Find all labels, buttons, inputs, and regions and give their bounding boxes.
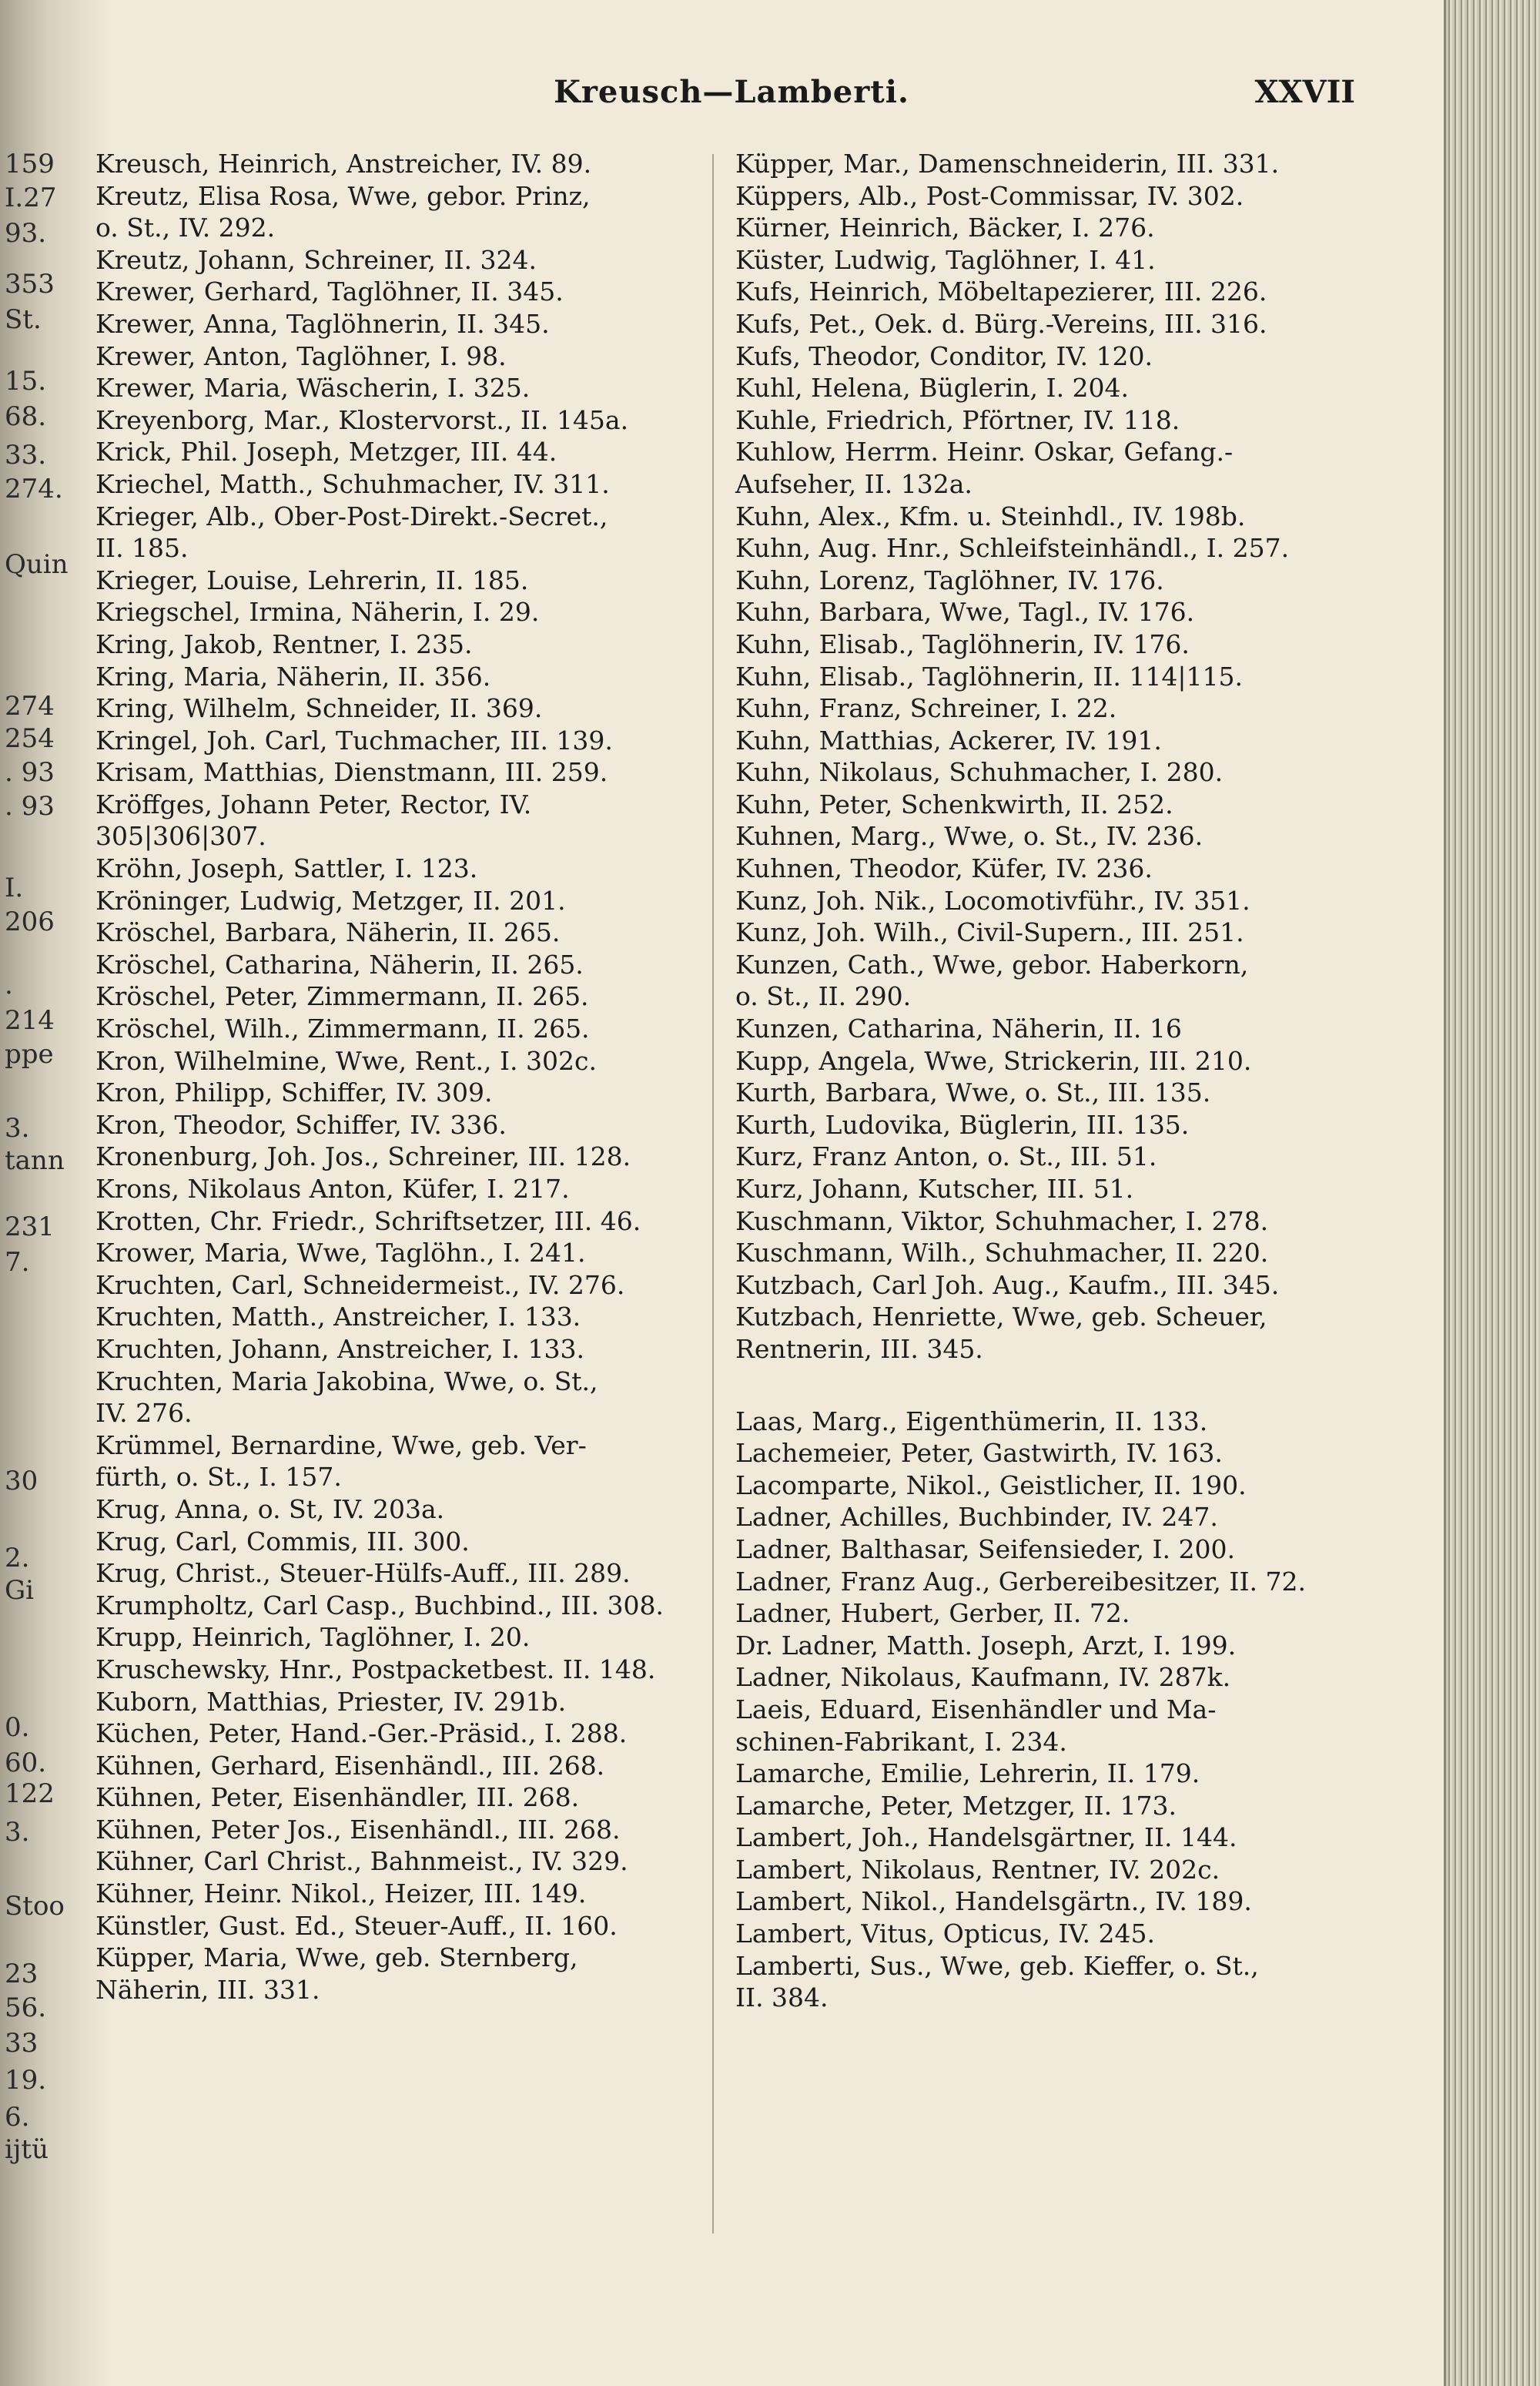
facing-page-fragment: Gi	[5, 1575, 35, 1606]
entry-line: Kuhn, Peter, Schenkwirth, II. 252.	[735, 789, 1173, 819]
entry-line: Küster, Ludwig, Taglöhner, I. 41.	[735, 244, 1156, 275]
entry-line: II. 185.	[95, 533, 189, 564]
facing-page-fragment: I.	[5, 873, 24, 903]
facing-page-fragment: 353	[5, 269, 55, 300]
directory-entry	[95, 885, 704, 917]
entry-line: Lachemeier, Peter, Gastwirth, IV. 163.	[735, 1438, 1223, 1469]
entry-line: Kufs, Heinrich, Möbeltapezierer, III. 226.	[735, 276, 1267, 307]
entry-line: Kruchten, Maria Jakobina, Wwe, o. St.,	[95, 1366, 598, 1396]
directory-entry	[735, 1141, 1344, 1173]
directory-entry	[95, 1205, 704, 1238]
directory-entry	[95, 276, 704, 308]
entry-line: Kufs, Theodor, Conditor, IV. 120.	[735, 340, 1153, 371]
entry-line: Kuhl, Helena, Büglerin, I. 204.	[735, 373, 1130, 404]
entry-line: Künstler, Gust. Ed., Steuer-Auff., II. 160.	[95, 1910, 618, 1941]
entry-line: Kuhn, Nikolaus, Schuhmacher, I. 280.	[735, 757, 1224, 788]
entry-line: Kröschel, Peter, Zimmermann, II. 265.	[95, 981, 589, 1012]
directory-entry	[95, 1141, 704, 1173]
directory-entry	[735, 308, 1344, 340]
entry-line: Lacomparte, Nikol., Geistlicher, II. 190.	[735, 1469, 1247, 1500]
directory-entry	[95, 980, 704, 1013]
entry-line: Kröffges, Johann Peter, Rector, IV.	[95, 789, 532, 819]
entry-line: Krewer, Anton, Taglöhner, I. 98.	[95, 340, 507, 371]
entry-line: Kuhn, Lorenz, Taglöhner, IV. 176.	[735, 565, 1164, 595]
directory-entry	[735, 596, 1344, 628]
entry-line: IV. 276.	[95, 1398, 192, 1429]
entry-line: Kunzen, Catharina, Näherin, II. 16	[735, 1014, 1182, 1044]
directory-entry	[735, 340, 1344, 373]
entry-line: II. 384.	[735, 1982, 829, 2013]
entry-line: Küpper, Mar., Damenschneiderin, III. 331.	[735, 149, 1280, 179]
directory-entry	[95, 244, 704, 276]
entry-line: Ladner, Balthasar, Seifensieder, I. 200.	[735, 1533, 1236, 1564]
entry-line: Laas, Marg., Eigenthümerin, II. 133.	[735, 1406, 1208, 1436]
facing-page-fragment: Stoo	[5, 1891, 65, 1922]
entry-line: Kreutz, Johann, Schreiner, II. 324.	[95, 244, 537, 275]
directory-entry	[95, 1077, 704, 1109]
entry-line: schinen-Fabrikant, I. 234.	[735, 1726, 1067, 1757]
page-number: XXVII	[1254, 74, 1355, 110]
directory-entry	[95, 725, 704, 757]
facing-page-fragment: 122	[5, 1778, 55, 1809]
entry-line: Kreusch, Heinrich, Anstreicher, IV. 89.	[95, 149, 592, 179]
directory-entry	[95, 1045, 704, 1077]
left-column	[95, 148, 704, 2006]
entry-line: Kuschmann, Wilh., Schuhmacher, II. 220.	[735, 1238, 1269, 1268]
directory-entry	[95, 501, 704, 565]
directory-entry	[735, 276, 1344, 308]
entry-line: Kürner, Heinrich, Bäcker, I. 276.	[735, 213, 1155, 243]
directory-entry	[735, 1758, 1344, 1790]
entry-line: Kühner, Carl Christ., Bahnmeist., IV. 329.	[95, 1846, 628, 1877]
entry-line: Rentnerin, III. 345.	[735, 1333, 983, 1364]
entry-line: Kunz, Joh. Wilh., Civil-Supern., III. 251.	[735, 917, 1244, 948]
entry-line: Ladner, Franz Aug., Gerbereibesitzer, II. 72.	[735, 1566, 1306, 1597]
facing-page-fragment: tann	[5, 1145, 65, 1176]
directory-entry	[95, 1526, 704, 1558]
entry-line: Kruchten, Carl, Schneidermeist., IV. 276.	[95, 1269, 625, 1300]
entry-line: Krümmel, Bernardine, Wwe, geb. Ver-	[95, 1429, 587, 1460]
entry-line: Krewer, Maria, Wäscherin, I. 325.	[95, 373, 531, 404]
entry-line: Kuhn, Aug. Hnr., Schleifsteinhändl., I. 257.	[735, 533, 1290, 564]
directory-entry	[95, 1366, 704, 1429]
directory-entry	[735, 404, 1344, 437]
directory-entry	[735, 244, 1344, 276]
directory-entry	[735, 1269, 1344, 1302]
directory-entry	[95, 949, 704, 981]
entry-line: Kring, Wilhelm, Schneider, II. 369.	[95, 693, 543, 724]
directory-entry	[735, 1469, 1344, 1502]
entry-line: Kuhn, Barbara, Wwe, Tagl., IV. 176.	[735, 597, 1195, 628]
entry-line: Krieger, Alb., Ober-Post-Direkt.-Secret.,	[95, 501, 608, 531]
entry-line: Küpper, Maria, Wwe, geb. Sternberg,	[95, 1942, 578, 1973]
directory-entry	[95, 468, 704, 501]
directory-entry	[95, 180, 704, 244]
directory-entry	[735, 820, 1344, 853]
directory-entry	[95, 596, 704, 628]
entry-line: Kuhn, Franz, Schreiner, I. 22.	[735, 693, 1117, 724]
entry-line: Küppers, Alb., Post-Commissar, IV. 302.	[735, 180, 1244, 211]
facing-page-fragment: ppe	[5, 1039, 54, 1070]
facing-page-fragment: .	[5, 970, 13, 1000]
entry-line: Krons, Nikolaus Anton, Küfer, I. 217.	[95, 1174, 570, 1204]
entry-line: Kuborn, Matthias, Priester, IV. 291b.	[95, 1686, 567, 1717]
facing-page-fragment: 68.	[5, 401, 47, 432]
entry-line: Kruchten, Johann, Anstreicher, I. 133.	[95, 1333, 584, 1364]
entry-line: Lamarche, Emilie, Lehrerin, II. 179.	[735, 1758, 1200, 1789]
directory-entry	[735, 789, 1344, 821]
directory-entry	[95, 1717, 704, 1750]
directory-entry	[735, 628, 1344, 661]
directory-entry	[95, 1301, 704, 1333]
directory-entry	[735, 1301, 1344, 1365]
facing-page-fragment: 214	[5, 1005, 55, 1036]
entry-line: Lamberti, Sus., Wwe, geb. Kieffer, o. St.,	[735, 1950, 1259, 1981]
directory-entry	[735, 1566, 1344, 1598]
entry-line: Kurz, Johann, Kutscher, III. 51.	[735, 1174, 1134, 1204]
entry-line: Lambert, Joh., Handelsgärtner, II. 144.	[735, 1822, 1237, 1853]
directory-entry	[735, 1109, 1344, 1141]
entry-line: Kunz, Joh. Nik., Locomotivführ., IV. 351.	[735, 885, 1250, 916]
entry-line: Kutzbach, Henriette, Wwe, geb. Scheuer,	[735, 1302, 1267, 1332]
right-column	[735, 148, 1344, 2014]
directory-entry	[735, 692, 1344, 725]
entry-line: Kurz, Franz Anton, o. St., III. 51.	[735, 1141, 1157, 1172]
directory-entry	[95, 1910, 704, 1942]
facing-page-fragment: 33	[5, 2028, 38, 2059]
facing-page-fragment: Quin	[5, 549, 69, 580]
entry-line: Kröschel, Catharina, Näherin, II. 265.	[95, 949, 584, 980]
entry-line: Krisam, Matthias, Dienstmann, III. 259.	[95, 757, 608, 788]
directory-entry	[735, 1173, 1344, 1205]
entry-line: Kreutz, Elisa Rosa, Wwe, gebor. Prinz,	[95, 180, 591, 211]
entry-line: Kuhle, Friedrich, Pförtner, IV. 118.	[735, 404, 1180, 435]
directory-entry	[735, 1437, 1344, 1469]
facing-page-fragment: 3.	[5, 1113, 30, 1144]
entry-line: Kring, Jakob, Rentner, I. 235.	[95, 628, 473, 659]
entry-line: Krewer, Anna, Taglöhnerin, II. 345.	[95, 308, 550, 339]
directory-entry	[735, 1597, 1344, 1630]
directory-entry	[735, 372, 1344, 404]
entry-line: Lambert, Nikol., Handelsgärtn., IV. 189.	[735, 1886, 1252, 1917]
directory-entry	[735, 212, 1344, 244]
book-page-edges	[1440, 0, 1540, 2386]
facing-page-fragment: . 93	[5, 757, 55, 788]
directory-entry	[95, 1429, 704, 1493]
facing-page-fragment: 30	[5, 1466, 38, 1496]
entry-line: Ladner, Hubert, Gerber, II. 72.	[735, 1598, 1130, 1629]
facing-page-fragment: 60.	[5, 1748, 47, 1778]
directory-entry	[735, 148, 1344, 180]
entry-line: Kröninger, Ludwig, Metzger, II. 201.	[95, 885, 566, 916]
directory-entry	[735, 1205, 1344, 1238]
directory-entry	[95, 692, 704, 725]
entry-line: Lamarche, Peter, Metzger, II. 173.	[735, 1790, 1177, 1821]
facing-page-fragment: 6.	[5, 2102, 30, 2133]
directory-entry	[735, 1790, 1344, 1822]
entry-line: Ladner, Nikolaus, Kaufmann, IV. 287k.	[735, 1662, 1231, 1693]
directory-entry	[95, 1590, 704, 1622]
entry-line: Näherin, III. 331.	[95, 1974, 320, 2005]
entry-line: Ladner, Achilles, Buchbinder, IV. 247.	[735, 1502, 1218, 1533]
directory-entry	[95, 1493, 704, 1526]
directory-entry	[95, 628, 704, 661]
entry-line: Krick, Phil. Joseph, Metzger, III. 44.	[95, 437, 557, 467]
directory-entry	[735, 501, 1344, 533]
entry-line: Kriegschel, Irmina, Näherin, I. 29.	[95, 597, 540, 628]
directory-entry	[735, 1918, 1344, 1950]
directory-entry	[735, 661, 1344, 693]
directory-entry	[95, 1621, 704, 1654]
section-gap	[735, 1366, 1344, 1406]
directory-entry	[95, 565, 704, 597]
facing-page-fragment: 33.	[5, 440, 47, 471]
facing-page-fragment: 206	[5, 906, 55, 937]
entry-line: Kron, Theodor, Schiffer, IV. 336.	[95, 1109, 507, 1140]
entry-line: Küchen, Peter, Hand.-Ger.-Präsid., I. 288.	[95, 1718, 628, 1749]
entry-line: Kunzen, Cath., Wwe, gebor. Haberkorn,	[735, 949, 1249, 980]
entry-line: Kuhn, Elisab., Taglöhnerin, II. 114|115.	[735, 661, 1243, 692]
directory-entry	[735, 1630, 1344, 1662]
entry-line: 305|306|307.	[95, 821, 266, 852]
directory-entry	[95, 148, 704, 180]
entry-line: Kühnen, Peter Jos., Eisenhändl., III. 268.	[95, 1814, 621, 1845]
directory-entry	[735, 180, 1344, 213]
directory-entry	[95, 1269, 704, 1302]
directory-entry	[735, 436, 1344, 500]
page-header	[108, 74, 1355, 120]
entry-line: Lambert, Nikolaus, Rentner, IV. 202c.	[735, 1854, 1220, 1885]
column-divider	[712, 154, 714, 2234]
directory-entry	[95, 853, 704, 885]
directory-entry	[735, 1013, 1344, 1045]
entry-line: o. St., II. 290.	[735, 981, 912, 1012]
entry-line: Kruchten, Matth., Anstreicher, I. 133.	[95, 1302, 581, 1332]
entry-line: Kröhn, Joseph, Sattler, I. 123.	[95, 853, 478, 884]
facing-page-fragment: 19.	[5, 2065, 47, 2096]
entry-line: Kuschmann, Viktor, Schuhmacher, I. 278.	[735, 1205, 1269, 1236]
entry-line: Krewer, Gerhard, Taglöhner, II. 345.	[95, 276, 564, 307]
directory-entry	[735, 565, 1344, 597]
directory-entry	[735, 885, 1344, 917]
facing-page-fragment: 0.	[5, 1712, 30, 1743]
entry-line: Kröschel, Barbara, Näherin, II. 265.	[95, 917, 561, 948]
entry-line: Kuhn, Alex., Kfm. u. Steinhdl., IV. 198b.	[735, 501, 1246, 531]
facing-page-fragment: ijtü	[5, 2134, 49, 2165]
directory-entry	[95, 1557, 704, 1590]
directory-entry	[735, 1406, 1344, 1438]
facing-page-fragment: 56.	[5, 1992, 47, 2023]
directory-entry	[95, 1013, 704, 1045]
directory-entry	[735, 1045, 1344, 1077]
entry-line: Kurth, Ludovika, Büglerin, III. 135.	[735, 1109, 1190, 1140]
directory-entry	[735, 756, 1344, 789]
entry-line: Krumpholtz, Carl Casp., Buchbind., III. 308.	[95, 1590, 664, 1620]
entry-line: Laeis, Eduard, Eisenhändler und Ma-	[735, 1694, 1217, 1724]
entry-line: Krower, Maria, Wwe, Taglöhn., I. 241.	[95, 1238, 586, 1268]
directory-entry	[735, 1950, 1344, 2014]
entry-line: Kühner, Heinr. Nikol., Heizer, III. 149.	[95, 1878, 587, 1909]
directory-entry	[95, 1814, 704, 1846]
facing-page-fragment: 231	[5, 1211, 55, 1242]
directory-entry	[95, 1333, 704, 1366]
directory-entry	[95, 404, 704, 437]
directory-entry	[735, 949, 1344, 1013]
entry-line: Kuhnen, Marg., Wwe, o. St., IV. 236.	[735, 821, 1204, 852]
directory-entry	[95, 1654, 704, 1686]
directory-entry	[95, 1942, 704, 2006]
directory-entry	[735, 725, 1344, 757]
entry-line: Kring, Maria, Näherin, II. 356.	[95, 661, 491, 692]
directory-entry	[735, 1821, 1344, 1854]
facing-page-fragment: 3.	[5, 1817, 30, 1848]
facing-page-fragment: 274.	[5, 474, 63, 504]
entry-line: Krug, Carl, Commis, III. 300.	[95, 1526, 470, 1557]
entry-line: Krotten, Chr. Friedr., Schriftsetzer, III. 46.	[95, 1205, 641, 1236]
entry-line: Kufs, Pet., Oek. d. Bürg.-Vereins, III. 316.	[735, 308, 1267, 339]
entry-line: Kühnen, Gerhard, Eisenhändl., III. 268.	[95, 1750, 605, 1781]
facing-page-fragment: I.27	[5, 183, 57, 213]
directory-entry	[735, 1854, 1344, 1886]
directory-entry	[95, 917, 704, 949]
directory-entry	[735, 1694, 1344, 1758]
directory-entry	[735, 1501, 1344, 1533]
directory-entry	[95, 308, 704, 340]
entry-line: Kreyenborg, Mar., Klostervorst., II. 145a.	[95, 404, 629, 435]
facing-page-fragment: St.	[5, 304, 42, 335]
entry-line: Kurth, Barbara, Wwe, o. St., III. 135.	[735, 1077, 1211, 1108]
directory-entry	[95, 1750, 704, 1782]
facing-page-fragment: 23	[5, 1959, 38, 1989]
directory-entry	[735, 1661, 1344, 1694]
entry-line: Kron, Wilhelmine, Wwe, Rent., I. 302c.	[95, 1045, 597, 1076]
directory-entry	[735, 853, 1344, 885]
directory-entry	[95, 1109, 704, 1141]
binding-gutter	[0, 0, 108, 2386]
directory-entry	[95, 340, 704, 373]
directory-entry	[95, 436, 704, 468]
entry-line: Krieger, Louise, Lehrerin, II. 185.	[95, 565, 529, 595]
directory-entry	[735, 1237, 1344, 1269]
facing-page-fragment: 159	[5, 149, 55, 179]
directory-entry	[95, 372, 704, 404]
facing-page-fragment: . 93	[5, 791, 55, 822]
entry-line: Krug, Anna, o. St, IV. 203a.	[95, 1493, 445, 1524]
entry-line: Kringel, Joh. Carl, Tuchmacher, III. 139.	[95, 725, 613, 756]
facing-page-fragment: 254	[5, 723, 55, 754]
directory-entry	[95, 1845, 704, 1878]
entry-line: Krupp, Heinrich, Taglöhner, I. 20.	[95, 1622, 531, 1653]
facing-page-fragment: 274	[5, 691, 55, 722]
entry-line: Kruschewsky, Hnr., Postpacketbest. II. 148.	[95, 1654, 656, 1684]
entry-line: Kuhn, Matthias, Ackerer, IV. 191.	[735, 725, 1162, 756]
entry-line: o. St., IV. 292.	[95, 213, 276, 243]
entry-line: Kühnen, Peter, Eisenhändler, III. 268.	[95, 1782, 580, 1813]
directory-entry	[95, 1686, 704, 1718]
directory-entry	[735, 1077, 1344, 1109]
facing-page-fragment: 93.	[5, 218, 47, 249]
entry-line: Kröschel, Wilh., Zimmermann, II. 265.	[95, 1014, 590, 1044]
facing-page-fragment: 7.	[5, 1247, 30, 1278]
entry-line: Kuhnen, Theodor, Küfer, IV. 236.	[735, 853, 1153, 884]
entry-line: Kuhlow, Herrm. Heinr. Oskar, Gefang.-	[735, 437, 1234, 467]
entry-line: Lambert, Vitus, Opticus, IV. 245.	[735, 1919, 1155, 1949]
entry-line: Krug, Christ., Steuer-Hülfs-Auff., III. 289.	[95, 1558, 631, 1589]
directory-entry	[95, 789, 704, 853]
directory-entry	[95, 1878, 704, 1910]
entry-line: Kupp, Angela, Wwe, Strickerin, III. 210.	[735, 1045, 1252, 1076]
entry-line: fürth, o. St., I. 157.	[95, 1462, 342, 1493]
entry-line: Kriechel, Matth., Schuhmacher, IV. 311.	[95, 468, 610, 499]
directory-entry	[95, 1781, 704, 1814]
running-head: Kreusch—Lamberti.	[554, 74, 909, 110]
facing-page-fragment: 2.	[5, 1543, 30, 1573]
directory-entry	[95, 661, 704, 693]
directory-entry	[95, 756, 704, 789]
directory-entry	[735, 532, 1344, 565]
entry-line: Aufseher, II. 132a.	[735, 468, 973, 499]
entry-line: Kronenburg, Joh. Jos., Schreiner, III. 128.	[95, 1141, 631, 1172]
entry-line: Kron, Philipp, Schiffer, IV. 309.	[95, 1077, 493, 1108]
directory-entry	[735, 917, 1344, 949]
entry-line: Kutzbach, Carl Joh. Aug., Kaufm., III. 345.	[735, 1269, 1280, 1300]
directory-entry	[95, 1237, 704, 1269]
facing-page-fragment: 15.	[5, 366, 47, 397]
directory-entry	[735, 1533, 1344, 1566]
directory-entry	[95, 1173, 704, 1205]
directory-entry	[735, 1885, 1344, 1918]
entry-line: Dr. Ladner, Matth. Joseph, Arzt, I. 199.	[735, 1630, 1237, 1660]
entry-line: Kuhn, Elisab., Taglöhnerin, IV. 176.	[735, 628, 1190, 659]
